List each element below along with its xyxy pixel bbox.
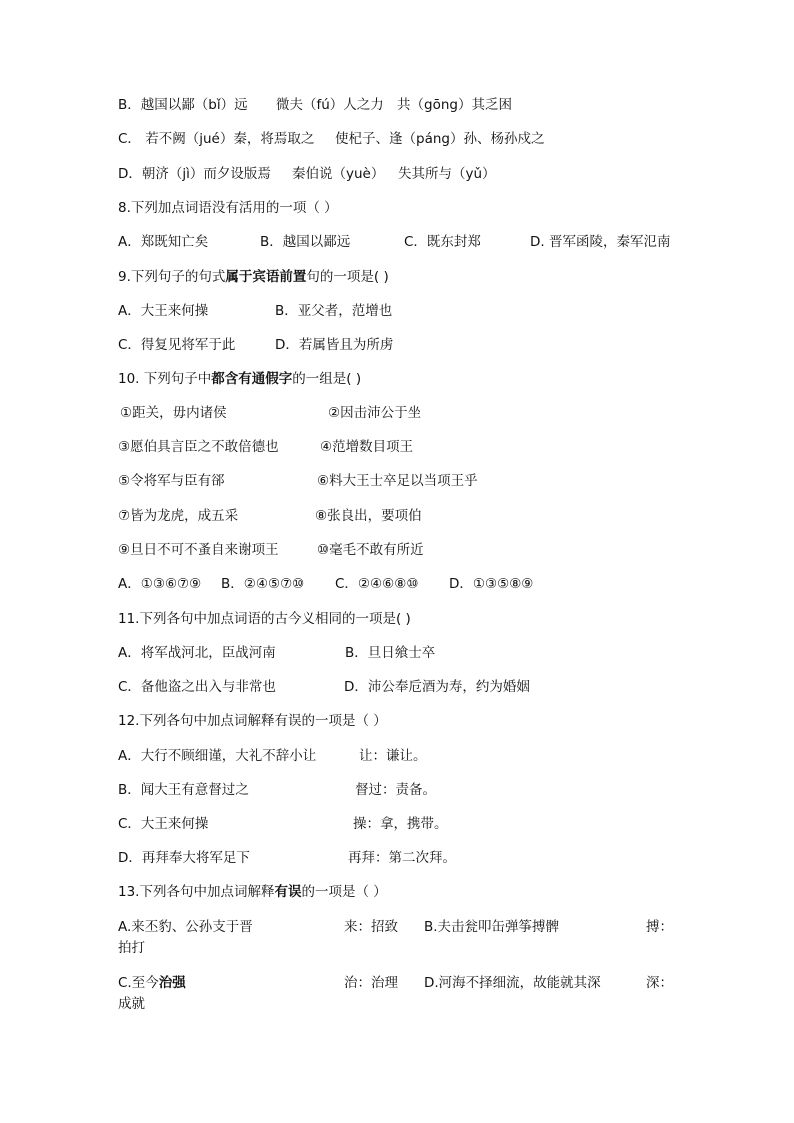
q13-option-b-gloss-head: 搏： — [646, 919, 673, 935]
q13-option-c-gloss: 治：治理 — [344, 975, 398, 991]
q10-sentence-4: ④范增数目项王 — [320, 439, 414, 455]
q10-sentence-10: ⑩毫毛不敢有所近 — [317, 542, 424, 558]
q10-stem-emphasis: 都含有通假字 — [211, 371, 293, 387]
q11-stem-text: 11.下列各句中加点词语的古今义相同的一项是( ) — [118, 611, 411, 627]
q9-option-a: A．大王来何操 — [118, 303, 209, 319]
q12-option-b-gloss: 督过：责备。 — [355, 782, 436, 798]
q7-option-d-part1: D．朝济（jì）而夕设版焉 — [118, 166, 271, 182]
q10-sentence-6: ⑥料大王士卒足以当项王乎 — [317, 473, 478, 489]
q9-stem-emphasis: 属于宾语前置 — [225, 269, 307, 285]
q10-stem-text — [118, 370, 361, 388]
q12-option-b-sentence: B．闻大王有意督过之 — [118, 782, 249, 798]
q7-option-b-part2: 微夫（fú）人之力 — [276, 97, 384, 113]
q10-sentence-9: ⑨旦日不可不蚤自来谢项王 — [118, 542, 279, 558]
q12-option-d-gloss: 再拜：第二次拜。 — [348, 850, 456, 866]
q13-option-c-pre: C.至今 — [118, 975, 159, 991]
q10-option-d: D．①③⑤⑧⑨ — [449, 576, 534, 592]
q8-option-b: B．越国以鄙远 — [260, 234, 351, 250]
q11-option-a: A．将军战河北，臣战河南 — [118, 645, 276, 661]
q11-option-b: B．旦日飨士卒 — [345, 645, 436, 661]
q10-stem-pre: 10. 下列句子中 — [118, 371, 212, 387]
q13-stem-text — [118, 883, 387, 901]
q10-option-a: A．①③⑥⑦⑨ — [118, 576, 202, 592]
q10-sentence-5: ⑤令将军与臣有郤 — [118, 473, 225, 489]
q13-option-c-sentence — [118, 974, 186, 992]
q13-option-d-gloss-head: 深： — [646, 975, 673, 991]
q12-option-c-gloss: 操：拿，携带。 — [353, 816, 448, 832]
q13-option-b-gloss-tail: 拍打 — [118, 940, 145, 956]
q13-stem-emphasis: 有误 — [274, 884, 302, 900]
q13-option-b-sentence: B.夫击瓮叩缶弹筝搏髀 — [424, 919, 560, 935]
q10-sentence-7: ⑦皆为龙虎，成五采 — [118, 508, 239, 524]
q9-stem-pre: 9.下列句子的句式 — [118, 269, 226, 285]
q7-option-c-part1: C． 若不阙（jué）秦，将焉取之 — [118, 131, 315, 147]
q7-option-d-part3: 失其所与（yǔ） — [398, 166, 496, 182]
q12-option-a-sentence: A．大行不顾细谨，大礼不辞小让 — [118, 748, 317, 764]
q12-option-d-sentence: D．再拜奉大将军足下 — [118, 850, 250, 866]
q13-option-d-gloss-tail: 成就 — [118, 996, 145, 1012]
q8-option-d: D. 晋军函陵，秦军氾南 — [530, 234, 671, 250]
q13-option-c-dotted: 治强 — [158, 975, 186, 991]
q10-option-c: C．②④⑥⑧⑩ — [335, 576, 419, 592]
q7-option-d-part2: 秦伯说（yuè） — [292, 166, 385, 182]
q13-stem-post: 的一项是（ ） — [301, 884, 387, 900]
q12-option-a-gloss: 让：谦让。 — [359, 748, 427, 764]
q9-option-d: D．若属皆且为所虏 — [275, 337, 394, 353]
q10-sentence-3: ③愿伯具言臣之不敢倍德也 — [118, 439, 279, 455]
q9-option-b: B．亚父者，范增也 — [275, 303, 393, 319]
q11-option-d: D．沛公奉卮酒为寿，约为婚姻 — [344, 679, 530, 695]
q10-sentence-8: ⑧张良出，要项伯 — [315, 508, 422, 524]
q11-option-c: C．备他盗之出入与非常也 — [118, 679, 276, 695]
q13-stem-pre: 13.下列各句中加点词解释 — [118, 884, 275, 900]
q9-option-c: C．得复见将军于此 — [118, 337, 236, 353]
q12-stem-text: 12.下列各句中加点词解释有误的一项是（ ） — [118, 713, 387, 729]
q10-option-b: B．②④⑤⑦⑩ — [221, 576, 305, 592]
q13-option-a-gloss: 来：招致 — [344, 919, 398, 935]
q8-option-c: C．既东封郑 — [404, 234, 481, 250]
q9-stem-post: 句的一项是( ) — [306, 269, 389, 285]
q12-option-c-sentence: C．大王来何操 — [118, 816, 209, 832]
q10-sentence-2: ②因击沛公于坐 — [328, 405, 422, 421]
q8-stem-text: 8.下列加点词语没有活用的一项（ ） — [118, 200, 338, 216]
q7-option-b-part1: B．越国以鄙（bǐ）远 — [118, 97, 248, 113]
q7-option-c-part2: 使杞子、逢（páng）孙、杨孙戍之 — [335, 131, 545, 147]
q8-option-a: A．郑既知亡矣 — [118, 234, 209, 250]
q13-option-d-sentence: D.河海不择细流，故能就其深 — [424, 975, 601, 991]
q10-sentence-1: ①距关，毋内诸侯 — [120, 405, 227, 421]
q10-stem-post: 的一组是( ) — [292, 371, 362, 387]
q7-option-b-part3: 共（gōng）其乏困 — [397, 97, 512, 113]
q9-stem-text — [118, 268, 389, 286]
q13-option-a-sentence: A.来丕豹、公孙支于晋 — [118, 919, 253, 935]
